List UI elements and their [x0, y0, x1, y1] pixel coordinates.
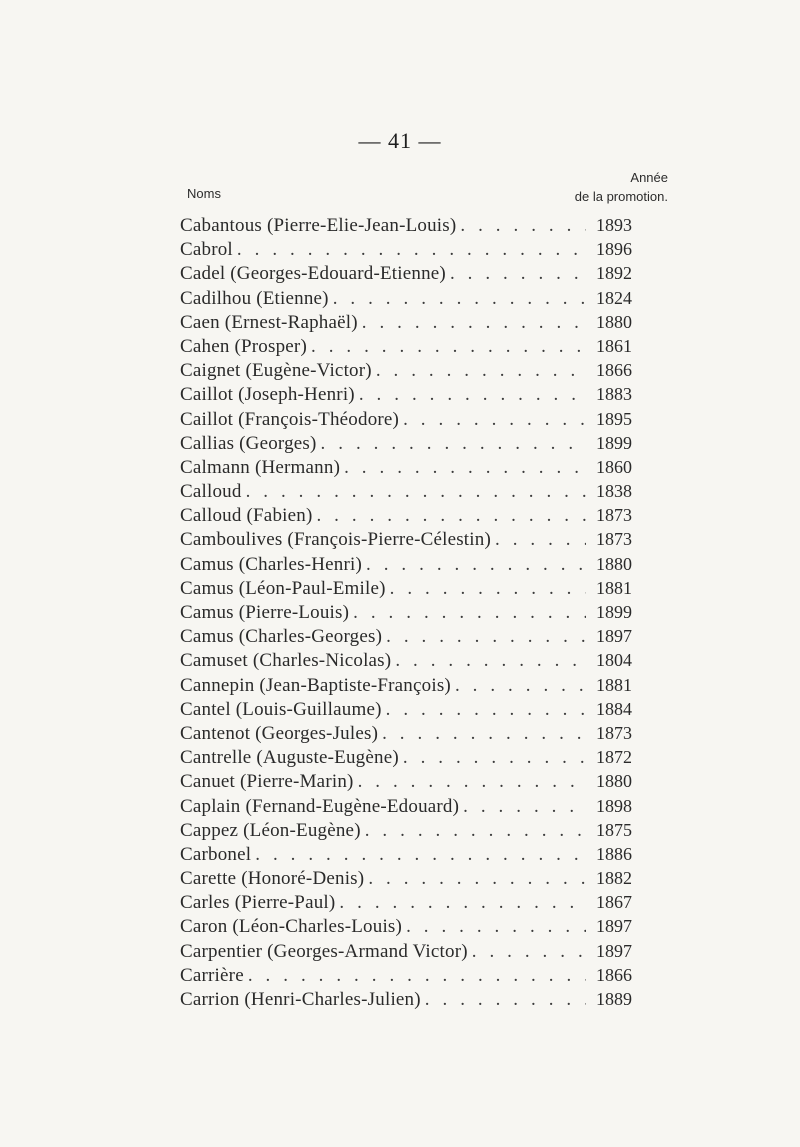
entry-name: Caillot (François-Théodore): [180, 408, 400, 430]
dot-leader: [425, 988, 586, 1012]
entry-name: Cappez (Léon-Eugène): [180, 819, 361, 841]
dot-leader: [333, 287, 586, 311]
list-item: [180, 939, 632, 963]
dot-leader: [403, 746, 586, 770]
entry-name: Carrion (Henri-Charles-Julien): [180, 989, 421, 1010]
entry-year: 1886: [596, 843, 632, 864]
list-item: [180, 673, 632, 697]
entry-year: 1866: [596, 360, 632, 381]
entry-name: Caron (Léon-Charles-Louis): [180, 916, 403, 938]
entry-list: [180, 213, 632, 1011]
entry-name: Carette (Honoré-Denis): [180, 868, 365, 890]
entry-name: Camus (Charles-Henri): [180, 553, 363, 575]
entry-year: 1875: [596, 819, 632, 840]
dot-leader: [344, 456, 586, 480]
entry-name: Camus (Léon-Paul-Emile): [180, 577, 386, 599]
dot-leader: [339, 891, 586, 915]
dot-leader: [403, 408, 586, 432]
entry-year: 1873: [596, 529, 632, 550]
dot-leader: [358, 770, 586, 794]
dot-leader: [362, 311, 586, 335]
list-item: [180, 213, 632, 237]
entry-year: 1896: [596, 239, 632, 260]
entry-year: 1895: [596, 408, 632, 429]
entry-name: Cannepin (Jean-Baptiste-François): [180, 674, 451, 696]
entry-year: 1897: [596, 916, 632, 937]
list-item: [180, 818, 632, 842]
list-item: [180, 455, 632, 479]
dot-leader: [386, 625, 586, 649]
dot-leader: [495, 528, 586, 552]
list-item: [180, 431, 632, 455]
list-item: [180, 866, 632, 890]
list-item: [180, 527, 632, 551]
entry-year: 1872: [596, 747, 632, 768]
list-item: [180, 286, 632, 310]
entry-name: Cadilhou (Etienne): [180, 287, 329, 309]
entry-year: 1893: [596, 215, 632, 235]
list-item: [180, 963, 632, 987]
entry-year: 1897: [596, 626, 632, 647]
dot-leader: [311, 335, 586, 359]
list-item: [180, 890, 632, 914]
dot-leader: [316, 504, 586, 528]
entry-name: Carpentier (Georges-Armand Victor): [180, 940, 468, 962]
entry-year: 1880: [596, 771, 632, 792]
entry-year: 1889: [596, 989, 632, 1009]
list-item: [180, 552, 632, 576]
entry-name: Caignet (Eugène-Victor): [180, 360, 372, 382]
dot-leader: [237, 238, 586, 262]
entry-year: 1881: [596, 577, 632, 598]
dot-leader: [390, 577, 586, 601]
list-item: [180, 503, 632, 527]
entry-name: Caplain (Fernand-Eugène-Edouard): [180, 795, 460, 817]
list-item: [180, 842, 632, 866]
dot-leader: [248, 964, 586, 988]
list-item: [180, 624, 632, 648]
entry-name: Cabantous (Pierre-Elie-Jean-Louis): [180, 215, 457, 236]
entry-name: Cahen (Prosper): [180, 335, 307, 357]
dot-leader: [450, 262, 586, 286]
list-item: [180, 648, 632, 672]
dot-leader: [365, 819, 586, 843]
entry-name: Cantenot (Georges-Jules): [180, 722, 379, 744]
entry-year: 1824: [596, 287, 632, 308]
list-item: [180, 600, 632, 624]
dot-leader: [368, 867, 586, 891]
list-item: [180, 745, 632, 769]
entry-year: 1899: [596, 602, 632, 622]
list-item: [180, 237, 632, 261]
list-item: [180, 358, 632, 382]
entry-year: 1880: [596, 311, 632, 332]
entry-year: 1867: [596, 892, 632, 913]
entry-year: 1861: [596, 335, 632, 356]
dot-leader: [382, 722, 586, 746]
entry-name: Calloud: [180, 481, 242, 503]
list-item: [180, 576, 632, 600]
entry-name: Carrière: [180, 964, 244, 986]
entry-year: 1882: [596, 868, 632, 889]
year-header-line-1: Année: [630, 170, 668, 185]
entry-name: Camboulives (François-Pierre-Célestin): [180, 529, 491, 551]
entry-year: 1866: [596, 964, 632, 985]
list-item: [180, 407, 632, 431]
entry-name: Calmann (Hermann): [180, 456, 341, 478]
entry-name: Canuet (Pierre-Marin): [180, 771, 354, 793]
entry-name: Cabrol: [180, 239, 233, 261]
entry-name: Camus (Charles-Georges): [180, 626, 383, 648]
list-item: [180, 769, 632, 793]
entry-name: Carbonel: [180, 843, 252, 865]
entry-year: 1860: [596, 456, 632, 477]
list-item: [180, 721, 632, 745]
entry-year: 1897: [596, 940, 632, 961]
list-item: [180, 987, 632, 1011]
dot-leader: [359, 383, 586, 407]
entry-name: Cantrelle (Auguste-Eugène): [180, 747, 399, 769]
list-item: [180, 310, 632, 334]
entry-name: Cantel (Louis-Guillaume): [180, 698, 382, 720]
entry-name: Caillot (Joseph-Henri): [180, 384, 355, 406]
entry-name: Callias (Georges): [180, 432, 317, 454]
dot-leader: [455, 674, 586, 698]
entry-year: 1873: [596, 505, 632, 526]
entry-year: 1899: [596, 432, 632, 453]
entry-year: 1884: [596, 698, 632, 719]
dot-leader: [386, 698, 586, 722]
entry-year: 1873: [596, 722, 632, 743]
entry-name: Calloud (Fabien): [180, 505, 313, 527]
year-column-header: [508, 168, 668, 206]
entry-year: 1881: [596, 674, 632, 695]
dot-leader: [353, 601, 586, 625]
dot-leader: [366, 553, 586, 577]
list-item: [180, 334, 632, 358]
entry-year: 1804: [596, 650, 632, 671]
page-number: — 41 —: [358, 128, 442, 153]
entry-name: Carles (Pierre-Paul): [180, 892, 336, 914]
entry-name: Cadel (Georges-Edouard-Etienne): [180, 263, 446, 285]
dot-leader: [321, 432, 586, 456]
list-item: [180, 697, 632, 721]
dot-leader: [463, 795, 586, 819]
entry-year: 1838: [596, 481, 632, 502]
dot-leader: [376, 359, 586, 383]
list-item: [180, 794, 632, 818]
entry-year: 1892: [596, 263, 632, 284]
entry-name: Camus (Pierre-Louis): [180, 602, 350, 623]
dot-leader: [395, 649, 586, 673]
list-item: [180, 479, 632, 503]
dot-leader: [255, 843, 586, 867]
dot-leader: [406, 915, 586, 939]
list-item: [180, 914, 632, 938]
list-item: [180, 261, 632, 285]
dot-leader: [460, 214, 586, 238]
dot-leader: [472, 940, 586, 964]
dot-leader: [246, 480, 586, 504]
entry-year: 1898: [596, 795, 632, 816]
entry-name: Caen (Ernest-Raphaël): [180, 311, 358, 333]
entry-year: 1883: [596, 384, 632, 405]
names-column-header: Noms: [187, 186, 221, 201]
entry-year: 1880: [596, 553, 632, 574]
entry-name: Camuset (Charles-Nicolas): [180, 650, 392, 672]
list-item: [180, 382, 632, 406]
year-header-line-2: de la promotion.: [574, 189, 668, 204]
